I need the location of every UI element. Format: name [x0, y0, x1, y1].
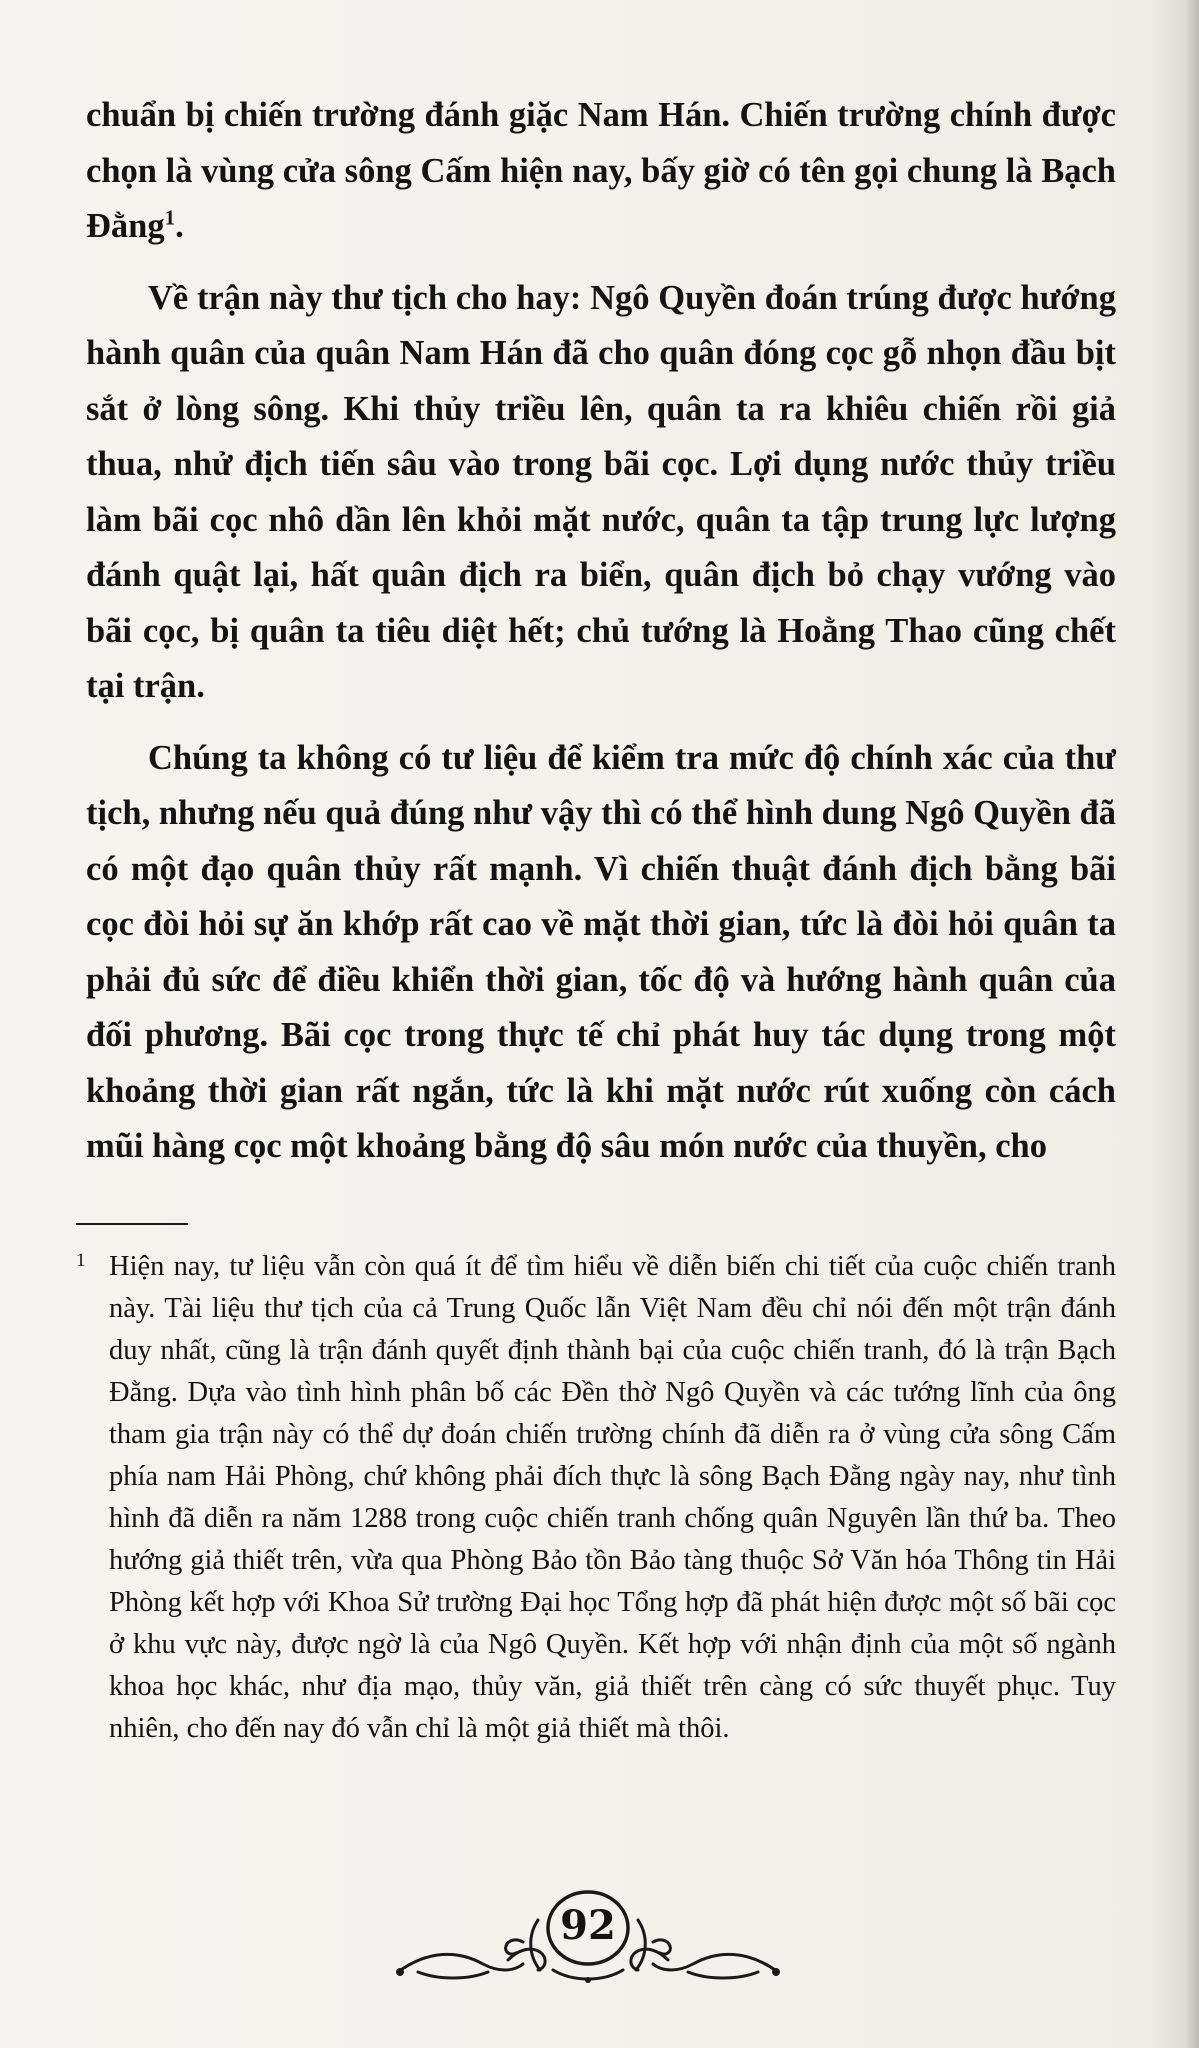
footnote-reference: 1: [164, 205, 176, 230]
paragraph-1: [86, 88, 1116, 255]
paragraph-3: Chúng ta không có tư liệu để kiểm tra mức độ chính xác của thư tịch, nhưng nếu quả đúng như vậy thì có thể hình dung Ngô Quyền đã có một đạo quân thủy rất mạnh. Vì chiến thuật đánh địch bằng bãi cọc đòi hỏi sự ăn khớp rất cao về mặt thời gian, tức là đòi hỏi quân ta phải đủ sức để điều khiển thời gian, tốc độ và hướng hành quân của đối phương. Bãi cọc trong thực tế chỉ phát huy tác dụng trong một khoảng thời gian rất ngắn, tức là khi mặt nước rút xuống còn cách mũi hàng cọc một khoảng bằng độ sâu món nước của thuyền, cho: [86, 738, 1116, 1165]
footnote-marker: 1: [76, 1250, 86, 1271]
page-edge-shadow: [1185, 0, 1199, 2048]
footnote-text: Hiện nay, tư liệu vẫn còn quá ít để tìm hiểu về diễn biến chi tiết của cuộc chiến tranh này. Tài liệu thư tịch của cả Trung Quốc lẫn Việt Nam đều chỉ nói đến một trận đánh duy nhất, cũng là trận đánh quyết định thành bại của cuộc chiến tranh, đó là trận Bạch Đằng. Dựa vào tình hình phân bố các Đền thờ Ngô Quyền và các tướng lĩnh của ông tham gia trận này có thể dự đoán chiến trường chính đã diễn ra ở vùng cửa sông Cấm phía nam Hải Phòng, chứ không phải đích thực là sông Bạch Đằng ngày nay, như tình hình đã diễn ra năm 1288 trong cuộc chiến tranh chống quân Nguyên lần thứ ba. Theo hướng giả thiết trên, vừa qua Phòng Bảo tồn Bảo tàng thuộc Sở Văn hóa Thông tin Hải Phòng kết hợp với Khoa Sử trường Đại học Tổng hợp đã phát hiện được một số bãi cọc ở khu vực này, được ngờ là của Ngô Quyền. Kết hợp với nhận định của một số ngành khoa học khác, như địa mạo, thủy văn, giả thiết trên càng có sức thuyết phục. Tuy nhiên, cho đến nay đó vẫn chỉ là một giả thiết mà thôi.: [109, 1251, 1116, 1744]
paragraph-1-end: .: [175, 207, 184, 245]
paragraph-1-text: chuẩn bị chiến trường đánh giặc Nam Hán. Chiến trường chính được chọn là vùng cửa sông Cấm hiện nay, bấy giờ có tên gọi chung là Bạch Đằng: [86, 96, 1116, 245]
footnote: [76, 1246, 1116, 1750]
page-number: 92: [560, 1902, 616, 1949]
paragraph-2: Về trận này thư tịch cho hay: Ngô Quyền đoán trúng được hướng hành quân của quân Nam Hán đã cho quân đóng cọc gỗ nhọn đầu bịt sắt ở lòng sông. Khi thủy triều lên, quân ta ra khiêu chiến rồi giả thua, nhử địch tiến sâu vào trong bãi cọc. Lợi dụng nước thủy triều làm bãi cọc nhô dần lên khỏi mặt nước, quân ta tập trung lực lượng đánh quật lại, hất quân địch ra biển, quân địch bỏ chạy vướng vào bãi cọc, bị quân ta tiêu diệt hết; chủ tướng là Hoằng Thao cũng chết tại trận.: [86, 278, 1116, 705]
main-text: [86, 88, 1116, 1175]
footnote-separator: [76, 1223, 188, 1225]
